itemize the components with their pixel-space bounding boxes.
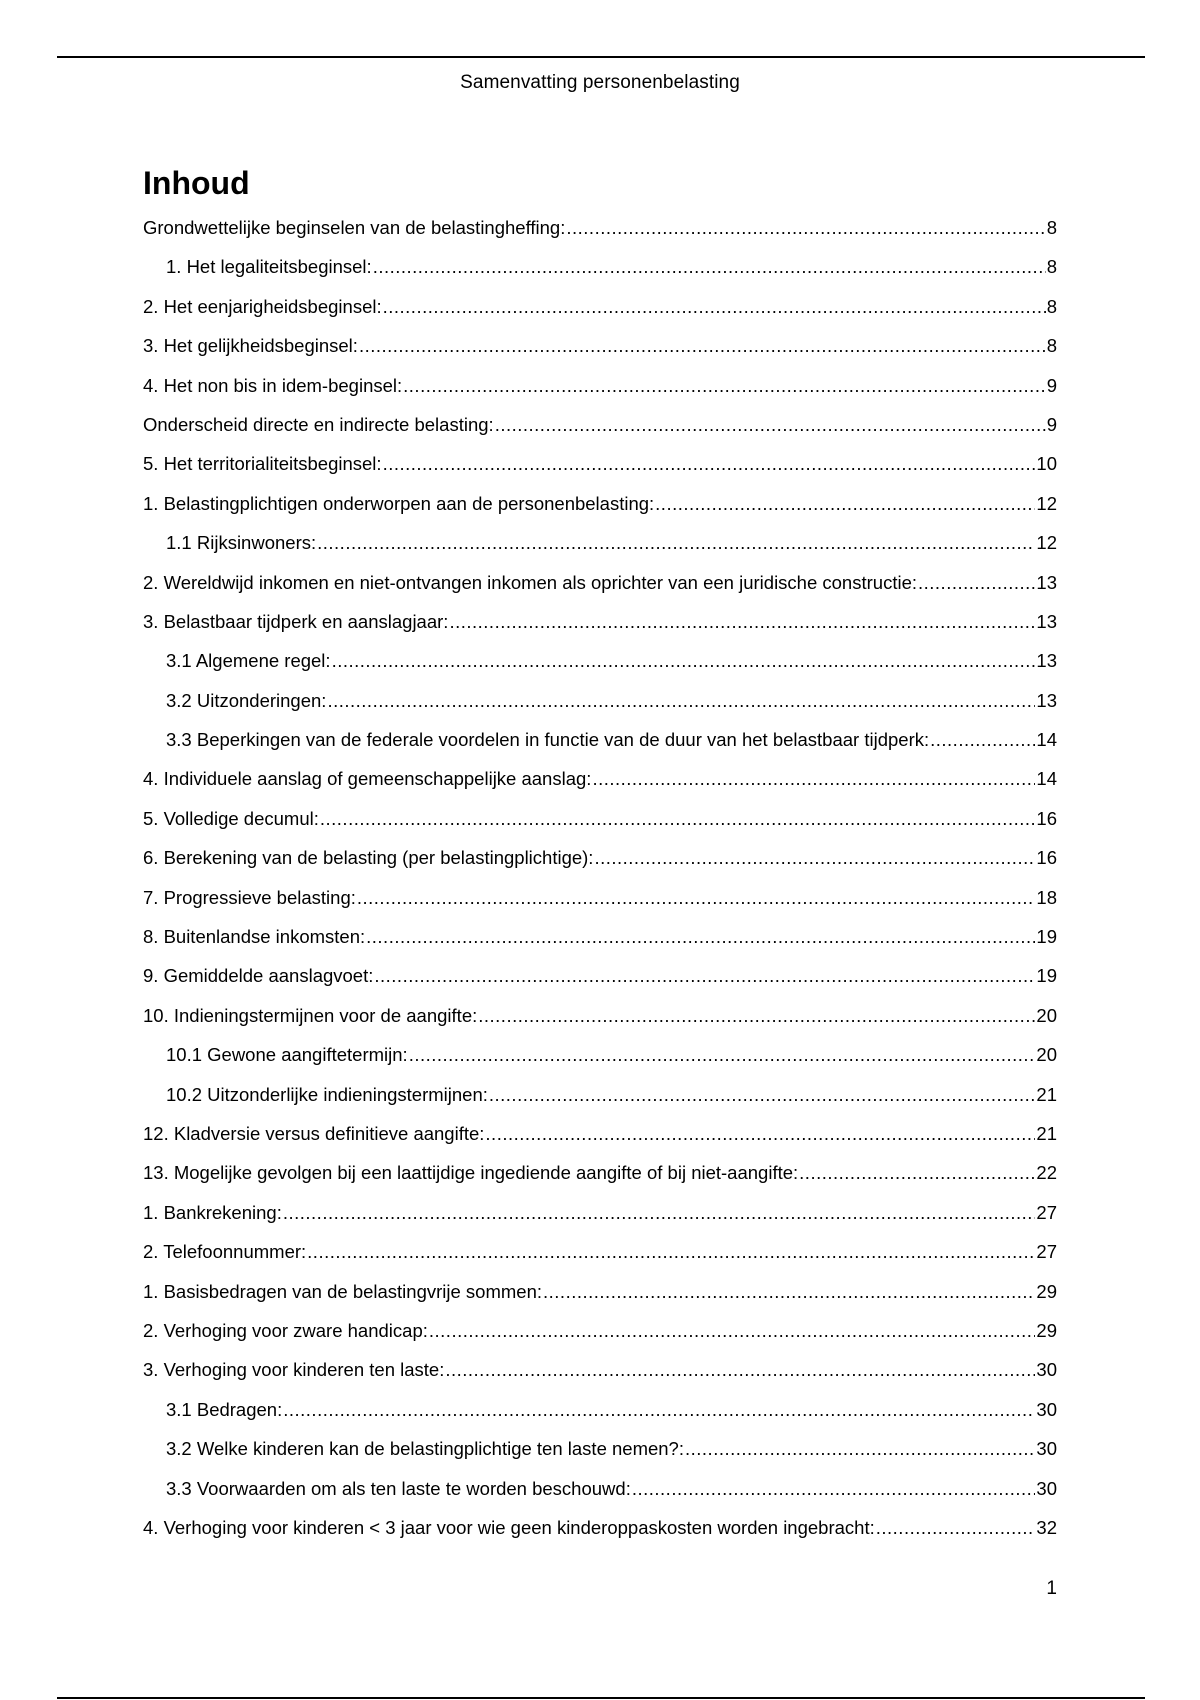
toc-entry-text: 5. Het territorialiteitsbeginsel: <box>143 453 382 475</box>
toc-entry[interactable] <box>143 1241 1057 1280</box>
toc-entry[interactable] <box>143 1005 1057 1044</box>
toc-entry[interactable] <box>143 887 1057 926</box>
toc-entry-text: 12. Kladversie versus definitieve aangifte: <box>143 1122 485 1144</box>
toc-entry-page: 29 <box>1036 1319 1057 1341</box>
toc-entry[interactable] <box>143 335 1057 374</box>
toc-entry-text: 13. Mogelijke gevolgen bij een laattijdige ingediende aangifte of bij niet-aangifte: <box>143 1162 799 1184</box>
toc-entry[interactable] <box>143 532 1057 571</box>
toc-dot-leader <box>383 453 1036 475</box>
toc-entry-text: 3.2 Uitzonderingen: <box>166 689 327 711</box>
toc-entry-text: 5. Volledige decumul: <box>143 807 319 829</box>
toc-entry-text: 1.1 Rijksinwoners: <box>166 532 317 554</box>
toc-dot-leader <box>383 296 1046 318</box>
toc-entry-text: 4. Het non bis in idem-beginsel: <box>143 374 403 396</box>
toc-dot-leader <box>317 532 1035 554</box>
toc-entry[interactable] <box>143 926 1057 965</box>
toc-entry[interactable] <box>143 808 1057 847</box>
toc-entry-page: 29 <box>1036 1280 1057 1302</box>
toc-entry-text: 3. Belastbaar tijdperk en aanslagjaar: <box>143 610 449 632</box>
toc-entry-text: Onderscheid directe en indirecte belasting: <box>143 413 494 435</box>
toc-entry-page: 32 <box>1036 1516 1057 1538</box>
toc-dot-leader <box>373 256 1046 278</box>
toc-dot-leader <box>403 375 1046 397</box>
toc-entry-text: 3.2 Welke kinderen kan de belastingplichtige ten laste nemen?: <box>166 1438 684 1460</box>
toc-entry-page: 18 <box>1036 886 1057 908</box>
toc-entry-page: 9 <box>1046 374 1057 396</box>
toc-entry-page: 20 <box>1036 1004 1057 1026</box>
toc-entry[interactable] <box>143 1202 1057 1241</box>
toc-entry-page: 8 <box>1046 335 1057 357</box>
toc-entry[interactable] <box>143 375 1057 414</box>
toc-dot-leader <box>307 1241 1035 1263</box>
toc-entry[interactable] <box>143 690 1057 729</box>
toc-entry-text: 3. Verhoging voor kinderen ten laste: <box>143 1359 445 1381</box>
toc-entry-page: 20 <box>1036 1044 1057 1066</box>
toc-entry-page: 30 <box>1036 1359 1057 1381</box>
toc-entry[interactable] <box>143 1320 1057 1359</box>
toc-entry-text: 2. Verhoging voor zware handicap: <box>143 1319 428 1341</box>
toc-entry-page: 13 <box>1036 571 1057 593</box>
toc-entry-text: 3.3 Beperkingen van de federale voordelen in functie van de duur van het belastbaar tijdperk: <box>166 729 930 751</box>
toc-entry-page: 21 <box>1036 1122 1057 1144</box>
toc-entry[interactable] <box>143 650 1057 689</box>
toc-entry-text: 10.2 Uitzonderlijke indieningstermijnen: <box>166 1083 488 1105</box>
toc-entry[interactable] <box>143 256 1057 295</box>
table-of-contents <box>143 217 1057 1556</box>
toc-entry[interactable] <box>143 729 1057 768</box>
toc-entry[interactable] <box>143 847 1057 886</box>
toc-dot-leader <box>283 1399 1035 1421</box>
toc-entry[interactable] <box>143 1399 1057 1438</box>
header-rule <box>57 56 1145 58</box>
toc-entry-text: 1. Het legaliteitsbeginsel: <box>166 256 372 278</box>
toc-entry-page: 30 <box>1036 1438 1057 1460</box>
toc-entry-text: 8. Buitenlandse inkomsten: <box>143 926 366 948</box>
toc-entry-page: 14 <box>1036 729 1057 751</box>
toc-dot-leader <box>489 1084 1036 1106</box>
toc-entry[interactable] <box>143 493 1057 532</box>
toc-entry-text: 1. Bankrekening: <box>143 1201 282 1223</box>
toc-dot-leader <box>543 1281 1035 1303</box>
toc-title: Inhoud <box>143 165 250 201</box>
toc-dot-leader <box>445 1359 1035 1381</box>
toc-entry-text: 4. Verhoging voor kinderen < 3 jaar voor wie geen kinderoppaskosten worden ingebracht: <box>143 1516 875 1538</box>
toc-entry[interactable] <box>143 572 1057 611</box>
toc-entry-text: 10. Indieningstermijnen voor de aangifte: <box>143 1004 478 1026</box>
toc-entry-page: 12 <box>1036 532 1057 554</box>
toc-dot-leader <box>632 1478 1036 1500</box>
toc-entry-page: 12 <box>1036 492 1057 514</box>
toc-entry[interactable] <box>143 1044 1057 1083</box>
toc-dot-leader <box>478 1005 1035 1027</box>
toc-entry[interactable] <box>143 1281 1057 1320</box>
toc-entry[interactable] <box>143 414 1057 453</box>
toc-dot-leader <box>449 611 1035 633</box>
toc-entry[interactable] <box>143 965 1057 1004</box>
toc-entry-text: 2. Het eenjarigheidsbeginsel: <box>143 295 382 317</box>
toc-entry-text: 1. Basisbedragen van de belastingvrije sommen: <box>143 1280 543 1302</box>
toc-entry[interactable] <box>143 611 1057 650</box>
toc-dot-leader <box>655 493 1035 515</box>
toc-entry-text: 3.1 Bedragen: <box>166 1398 283 1420</box>
toc-entry-page: 16 <box>1036 807 1057 829</box>
toc-entry-page: 14 <box>1036 768 1057 790</box>
toc-dot-leader <box>357 887 1036 909</box>
toc-entry-page: 19 <box>1036 926 1057 948</box>
toc-entry-page: 27 <box>1036 1201 1057 1223</box>
toc-dot-leader <box>485 1123 1035 1145</box>
toc-entry-page: 8 <box>1046 256 1057 278</box>
toc-entry[interactable] <box>143 1478 1057 1517</box>
toc-entry-page: 19 <box>1036 965 1057 987</box>
toc-dot-leader <box>429 1320 1036 1342</box>
toc-entry-page: 13 <box>1036 610 1057 632</box>
toc-entry-page: 8 <box>1046 295 1057 317</box>
toc-entry-text: 10.1 Gewone aangiftetermijn: <box>166 1044 408 1066</box>
toc-entry-page: 16 <box>1036 847 1057 869</box>
toc-dot-leader <box>495 414 1046 436</box>
toc-entry-text: 1. Belastingplichtigen onderworpen aan de personenbelasting: <box>143 492 655 514</box>
toc-dot-leader <box>918 572 1035 594</box>
toc-entry-text: 2. Telefoonnummer: <box>143 1241 307 1263</box>
toc-dot-leader <box>366 926 1035 948</box>
toc-entry[interactable] <box>143 217 1057 256</box>
toc-dot-leader <box>799 1162 1035 1184</box>
toc-entry[interactable] <box>143 1084 1057 1123</box>
toc-dot-leader <box>409 1044 1036 1066</box>
toc-entry-text: 3.1 Algemene regel: <box>166 650 331 672</box>
toc-dot-leader <box>327 690 1035 712</box>
toc-entry-text: 7. Progressieve belasting: <box>143 886 356 908</box>
toc-entry-page: 30 <box>1036 1477 1057 1499</box>
toc-dot-leader <box>283 1202 1036 1224</box>
toc-entry-page: 13 <box>1036 689 1057 711</box>
toc-dot-leader <box>876 1517 1036 1539</box>
toc-entry[interactable] <box>143 1162 1057 1201</box>
toc-entry-text: 6. Berekening van de belasting (per belastingplichtige): <box>143 847 594 869</box>
toc-entry-text: 2. Wereldwijd inkomen en niet-ontvangen inkomen als oprichter van een juridische constructie: <box>143 571 917 593</box>
toc-entry[interactable] <box>143 1359 1057 1398</box>
toc-entry-page: 21 <box>1036 1083 1057 1105</box>
toc-entry-page: 13 <box>1036 650 1057 672</box>
running-header: Samenvatting personenbelasting <box>460 72 740 93</box>
toc-dot-leader <box>374 965 1035 987</box>
toc-dot-leader <box>594 847 1035 869</box>
toc-entry[interactable] <box>143 1123 1057 1162</box>
toc-dot-leader <box>592 768 1035 790</box>
toc-entry-page: 10 <box>1036 453 1057 475</box>
toc-dot-leader <box>930 729 1035 751</box>
page-number: 1 <box>1046 1578 1057 1599</box>
toc-entry-page: 22 <box>1036 1162 1057 1184</box>
toc-entry-text: 3.3 Voorwaarden om als ten laste te worden beschouwd: <box>166 1477 631 1499</box>
toc-entry-page: 30 <box>1036 1398 1057 1420</box>
toc-entry[interactable] <box>143 1517 1057 1556</box>
toc-entry[interactable] <box>143 453 1057 492</box>
toc-entry-text: 4. Individuele aanslag of gemeenschappelijke aanslag: <box>143 768 592 790</box>
toc-entry[interactable] <box>143 1438 1057 1477</box>
toc-entry[interactable] <box>143 768 1057 807</box>
toc-entry-page: 27 <box>1036 1241 1057 1263</box>
toc-entry-text: 3. Het gelijkheidsbeginsel: <box>143 335 358 357</box>
toc-dot-leader <box>566 217 1045 239</box>
toc-entry-text: Grondwettelijke beginselen van de belastingheffing: <box>143 217 566 238</box>
toc-dot-leader <box>685 1438 1035 1460</box>
toc-entry-text: 9. Gemiddelde aanslagvoet: <box>143 965 374 987</box>
toc-entry[interactable] <box>143 296 1057 335</box>
toc-dot-leader <box>320 808 1036 830</box>
toc-entry-page: 9 <box>1046 413 1057 435</box>
toc-dot-leader <box>332 650 1036 672</box>
footer-rule <box>57 1697 1145 1699</box>
toc-dot-leader <box>359 335 1046 357</box>
toc-entry-page: 8 <box>1046 217 1057 238</box>
